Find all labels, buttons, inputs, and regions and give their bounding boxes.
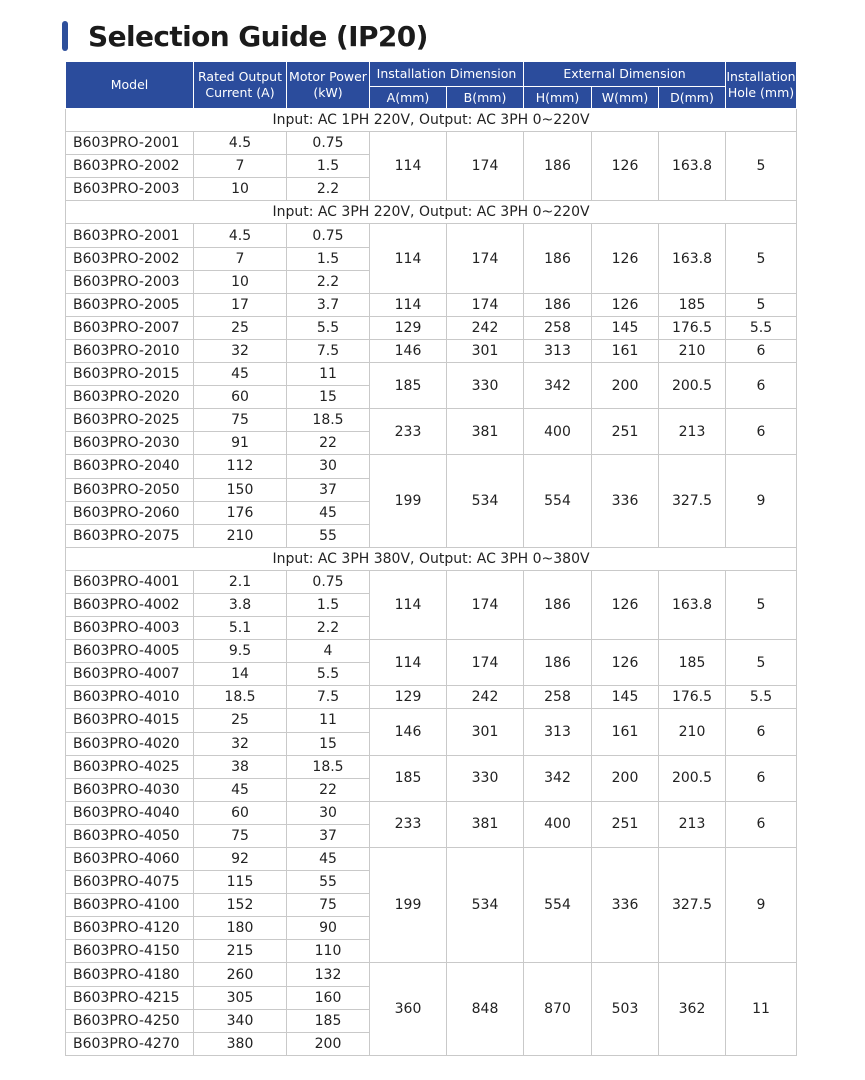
table-row	[66, 570, 797, 593]
dim-d-cell: 163.8	[659, 570, 726, 639]
dim-b-cell: 381	[447, 409, 524, 455]
header-rated-current	[194, 62, 287, 109]
section-label: Input: AC 3PH 380V, Output: AC 3PH 0~380V	[66, 547, 797, 570]
model-cell: B603PRO-4250	[66, 1009, 194, 1032]
dim-a-cell: 233	[370, 409, 447, 455]
dim-d-cell: 163.8	[659, 132, 726, 201]
motor-power-cell: 0.75	[287, 224, 370, 247]
dim-w-cell: 200	[592, 755, 659, 801]
rated-current-cell: 305	[194, 986, 287, 1009]
dim-a-cell: 199	[370, 455, 447, 547]
dim-b-cell: 534	[447, 455, 524, 547]
dim-a-cell: 146	[370, 709, 447, 755]
model-cell: B603PRO-4030	[66, 778, 194, 801]
model-cell: B603PRO-2002	[66, 155, 194, 178]
dim-d-cell: 176.5	[659, 316, 726, 339]
model-cell: B603PRO-4180	[66, 963, 194, 986]
model-cell: B603PRO-4040	[66, 801, 194, 824]
motor-power-cell: 4	[287, 640, 370, 663]
header-b-mm: B(mm)	[447, 87, 524, 109]
model-cell: B603PRO-4005	[66, 640, 194, 663]
motor-power-cell: 37	[287, 824, 370, 847]
install-hole-cell: 9	[726, 455, 797, 547]
model-cell: B603PRO-2050	[66, 478, 194, 501]
dim-b-cell: 242	[447, 316, 524, 339]
dim-h-cell: 870	[524, 963, 592, 1055]
section-row	[66, 201, 797, 224]
motor-power-cell: 22	[287, 432, 370, 455]
rated-current-cell: 25	[194, 316, 287, 339]
rated-current-cell: 115	[194, 871, 287, 894]
header-install-hole	[726, 62, 797, 109]
rated-current-cell: 4.5	[194, 132, 287, 155]
rated-current-cell: 25	[194, 709, 287, 732]
rated-current-cell: 7	[194, 247, 287, 270]
dim-d-cell: 185	[659, 293, 726, 316]
install-hole-cell: 6	[726, 755, 797, 801]
install-hole-cell: 6	[726, 801, 797, 847]
table-row	[66, 363, 797, 386]
dim-h-cell: 342	[524, 363, 592, 409]
dim-w-cell: 251	[592, 409, 659, 455]
model-cell: B603PRO-4025	[66, 755, 194, 778]
model-cell: B603PRO-4075	[66, 871, 194, 894]
header-install-hole-line2: Hole (mm)	[727, 85, 795, 100]
dim-a-cell: 129	[370, 686, 447, 709]
rated-current-cell: 210	[194, 524, 287, 547]
motor-power-cell: 75	[287, 894, 370, 917]
dim-w-cell: 145	[592, 686, 659, 709]
table-row	[66, 709, 797, 732]
title-block	[62, 18, 428, 54]
header-d-mm: D(mm)	[659, 87, 726, 109]
rated-current-cell: 92	[194, 848, 287, 871]
dim-h-cell: 313	[524, 709, 592, 755]
rated-current-cell: 60	[194, 801, 287, 824]
rated-current-cell: 180	[194, 917, 287, 940]
rated-current-cell: 5.1	[194, 617, 287, 640]
model-cell: B603PRO-2060	[66, 501, 194, 524]
model-cell: B603PRO-2001	[66, 132, 194, 155]
model-cell: B603PRO-2025	[66, 409, 194, 432]
dim-a-cell: 185	[370, 363, 447, 409]
model-cell: B603PRO-2003	[66, 178, 194, 201]
model-cell: B603PRO-2005	[66, 293, 194, 316]
table-row	[66, 686, 797, 709]
rated-current-cell: 60	[194, 386, 287, 409]
model-cell: B603PRO-4120	[66, 917, 194, 940]
rated-current-cell: 380	[194, 1032, 287, 1055]
dim-b-cell: 174	[447, 570, 524, 639]
model-cell: B603PRO-4150	[66, 940, 194, 963]
dim-w-cell: 161	[592, 339, 659, 362]
dim-h-cell: 186	[524, 570, 592, 639]
install-hole-cell: 5	[726, 640, 797, 686]
dim-b-cell: 301	[447, 709, 524, 755]
dim-a-cell: 146	[370, 339, 447, 362]
dim-d-cell: 213	[659, 409, 726, 455]
motor-power-cell: 0.75	[287, 132, 370, 155]
dim-d-cell: 327.5	[659, 455, 726, 547]
dim-h-cell: 313	[524, 339, 592, 362]
header-rated-current-line1: Rated Output	[198, 69, 282, 84]
model-cell: B603PRO-4020	[66, 732, 194, 755]
section-label: Input: AC 3PH 220V, Output: AC 3PH 0~220V	[66, 201, 797, 224]
header-h-mm: H(mm)	[524, 87, 592, 109]
dim-h-cell: 258	[524, 316, 592, 339]
rated-current-cell: 45	[194, 778, 287, 801]
rated-current-cell: 112	[194, 455, 287, 478]
table-row	[66, 755, 797, 778]
motor-power-cell: 5.5	[287, 663, 370, 686]
motor-power-cell: 1.5	[287, 593, 370, 616]
table-row	[66, 132, 797, 155]
table-row	[66, 339, 797, 362]
dim-d-cell: 210	[659, 339, 726, 362]
motor-power-cell: 30	[287, 801, 370, 824]
dim-a-cell: 233	[370, 801, 447, 847]
header-rated-current-line2: Current (A)	[205, 85, 275, 100]
rated-current-cell: 150	[194, 478, 287, 501]
model-cell: B603PRO-4003	[66, 617, 194, 640]
motor-power-cell: 18.5	[287, 409, 370, 432]
rated-current-cell: 45	[194, 363, 287, 386]
motor-power-cell: 2.2	[287, 178, 370, 201]
rated-current-cell: 260	[194, 963, 287, 986]
dim-h-cell: 258	[524, 686, 592, 709]
motor-power-cell: 1.5	[287, 155, 370, 178]
dim-d-cell: 176.5	[659, 686, 726, 709]
dim-a-cell: 185	[370, 755, 447, 801]
dim-d-cell: 327.5	[659, 848, 726, 963]
dim-h-cell: 186	[524, 224, 592, 293]
motor-power-cell: 15	[287, 732, 370, 755]
install-hole-cell: 5	[726, 570, 797, 639]
rated-current-cell: 75	[194, 409, 287, 432]
dim-b-cell: 848	[447, 963, 524, 1055]
table-body	[66, 109, 797, 1056]
dim-a-cell: 199	[370, 848, 447, 963]
dim-w-cell: 126	[592, 570, 659, 639]
dim-w-cell: 200	[592, 363, 659, 409]
motor-power-cell: 30	[287, 455, 370, 478]
header-external-dimension: External Dimension	[524, 62, 726, 87]
rated-current-cell: 152	[194, 894, 287, 917]
dim-w-cell: 161	[592, 709, 659, 755]
rated-current-cell: 7	[194, 155, 287, 178]
dim-b-cell: 242	[447, 686, 524, 709]
dim-d-cell: 210	[659, 709, 726, 755]
header-installation-dimension: Installation Dimension	[370, 62, 524, 87]
install-hole-cell: 5.5	[726, 686, 797, 709]
motor-power-cell: 37	[287, 478, 370, 501]
motor-power-cell: 3.7	[287, 293, 370, 316]
table-row	[66, 848, 797, 871]
table-row	[66, 224, 797, 247]
header-model: Model	[66, 62, 194, 109]
model-cell: B603PRO-4215	[66, 986, 194, 1009]
install-hole-cell: 5	[726, 293, 797, 316]
dim-w-cell: 251	[592, 801, 659, 847]
dim-b-cell: 174	[447, 132, 524, 201]
dim-a-cell: 114	[370, 293, 447, 316]
model-cell: B603PRO-2003	[66, 270, 194, 293]
header-w-mm: W(mm)	[592, 87, 659, 109]
dim-b-cell: 174	[447, 224, 524, 293]
dim-h-cell: 400	[524, 801, 592, 847]
dim-w-cell: 336	[592, 455, 659, 547]
page-title: Selection Guide (IP20)	[88, 19, 428, 53]
model-cell: B603PRO-2007	[66, 316, 194, 339]
rated-current-cell: 4.5	[194, 224, 287, 247]
dim-b-cell: 174	[447, 640, 524, 686]
dim-d-cell: 200.5	[659, 755, 726, 801]
dim-b-cell: 330	[447, 363, 524, 409]
header-motor-power-line2: (kW)	[313, 85, 343, 100]
rated-current-cell: 32	[194, 732, 287, 755]
install-hole-cell: 5	[726, 224, 797, 293]
dim-b-cell: 381	[447, 801, 524, 847]
install-hole-cell: 6	[726, 339, 797, 362]
motor-power-cell: 1.5	[287, 247, 370, 270]
model-cell: B603PRO-2001	[66, 224, 194, 247]
dim-d-cell: 163.8	[659, 224, 726, 293]
section-label: Input: AC 1PH 220V, Output: AC 3PH 0~220V	[66, 109, 797, 132]
motor-power-cell: 7.5	[287, 686, 370, 709]
selection-guide-table	[65, 61, 797, 1056]
motor-power-cell: 0.75	[287, 570, 370, 593]
motor-power-cell: 45	[287, 848, 370, 871]
dim-d-cell: 213	[659, 801, 726, 847]
install-hole-cell: 5	[726, 132, 797, 201]
rated-current-cell: 17	[194, 293, 287, 316]
rated-current-cell: 14	[194, 663, 287, 686]
dim-h-cell: 186	[524, 293, 592, 316]
motor-power-cell: 185	[287, 1009, 370, 1032]
motor-power-cell: 2.2	[287, 617, 370, 640]
model-cell: B603PRO-2002	[66, 247, 194, 270]
motor-power-cell: 15	[287, 386, 370, 409]
model-cell: B603PRO-2020	[66, 386, 194, 409]
dim-b-cell: 301	[447, 339, 524, 362]
dim-b-cell: 534	[447, 848, 524, 963]
rated-current-cell: 10	[194, 270, 287, 293]
dim-d-cell: 362	[659, 963, 726, 1055]
dim-a-cell: 114	[370, 132, 447, 201]
dim-h-cell: 186	[524, 640, 592, 686]
model-cell: B603PRO-4050	[66, 824, 194, 847]
rated-current-cell: 91	[194, 432, 287, 455]
dim-w-cell: 126	[592, 293, 659, 316]
dim-h-cell: 186	[524, 132, 592, 201]
rated-current-cell: 32	[194, 339, 287, 362]
dim-b-cell: 174	[447, 293, 524, 316]
motor-power-cell: 110	[287, 940, 370, 963]
motor-power-cell: 55	[287, 524, 370, 547]
motor-power-cell: 160	[287, 986, 370, 1009]
model-cell: B603PRO-2010	[66, 339, 194, 362]
table-row	[66, 409, 797, 432]
dim-w-cell: 126	[592, 132, 659, 201]
motor-power-cell: 5.5	[287, 316, 370, 339]
dim-h-cell: 554	[524, 848, 592, 963]
rated-current-cell: 75	[194, 824, 287, 847]
table-row	[66, 963, 797, 986]
model-cell: B603PRO-2040	[66, 455, 194, 478]
dim-w-cell: 126	[592, 640, 659, 686]
table-row	[66, 455, 797, 478]
install-hole-cell: 5.5	[726, 316, 797, 339]
dim-a-cell: 114	[370, 570, 447, 639]
rated-current-cell: 176	[194, 501, 287, 524]
dim-b-cell: 330	[447, 755, 524, 801]
model-cell: B603PRO-4010	[66, 686, 194, 709]
motor-power-cell: 55	[287, 871, 370, 894]
model-cell: B603PRO-2030	[66, 432, 194, 455]
table-row	[66, 801, 797, 824]
model-cell: B603PRO-4001	[66, 570, 194, 593]
dim-h-cell: 400	[524, 409, 592, 455]
dim-a-cell: 114	[370, 224, 447, 293]
model-cell: B603PRO-4015	[66, 709, 194, 732]
rated-current-cell: 215	[194, 940, 287, 963]
title-accent-bar	[62, 21, 68, 51]
install-hole-cell: 6	[726, 409, 797, 455]
install-hole-cell: 11	[726, 963, 797, 1055]
install-hole-cell: 6	[726, 709, 797, 755]
install-hole-cell: 6	[726, 363, 797, 409]
dim-h-cell: 554	[524, 455, 592, 547]
rated-current-cell: 340	[194, 1009, 287, 1032]
motor-power-cell: 11	[287, 363, 370, 386]
rated-current-cell: 9.5	[194, 640, 287, 663]
model-cell: B603PRO-4270	[66, 1032, 194, 1055]
dim-w-cell: 503	[592, 963, 659, 1055]
motor-power-cell: 7.5	[287, 339, 370, 362]
motor-power-cell: 18.5	[287, 755, 370, 778]
table-row	[66, 640, 797, 663]
model-cell: B603PRO-2015	[66, 363, 194, 386]
header-motor-power	[287, 62, 370, 109]
model-cell: B603PRO-4002	[66, 593, 194, 616]
motor-power-cell: 22	[287, 778, 370, 801]
motor-power-cell: 90	[287, 917, 370, 940]
model-cell: B603PRO-2075	[66, 524, 194, 547]
header-install-hole-line1: Installation	[726, 69, 796, 84]
motor-power-cell: 2.2	[287, 270, 370, 293]
motor-power-cell: 45	[287, 501, 370, 524]
model-cell: B603PRO-4060	[66, 848, 194, 871]
dim-w-cell: 145	[592, 316, 659, 339]
motor-power-cell: 132	[287, 963, 370, 986]
dim-a-cell: 114	[370, 640, 447, 686]
install-hole-cell: 9	[726, 848, 797, 963]
motor-power-cell: 11	[287, 709, 370, 732]
rated-current-cell: 3.8	[194, 593, 287, 616]
header-a-mm: A(mm)	[370, 87, 447, 109]
dim-d-cell: 185	[659, 640, 726, 686]
rated-current-cell: 18.5	[194, 686, 287, 709]
table-row	[66, 293, 797, 316]
dim-a-cell: 360	[370, 963, 447, 1055]
dim-d-cell: 200.5	[659, 363, 726, 409]
rated-current-cell: 2.1	[194, 570, 287, 593]
section-row	[66, 547, 797, 570]
header-motor-power-line1: Motor Power	[289, 69, 367, 84]
rated-current-cell: 38	[194, 755, 287, 778]
dim-h-cell: 342	[524, 755, 592, 801]
model-cell: B603PRO-4007	[66, 663, 194, 686]
section-row	[66, 109, 797, 132]
dim-w-cell: 336	[592, 848, 659, 963]
table-header	[66, 62, 797, 109]
table-row	[66, 316, 797, 339]
motor-power-cell: 200	[287, 1032, 370, 1055]
rated-current-cell: 10	[194, 178, 287, 201]
model-cell: B603PRO-4100	[66, 894, 194, 917]
dim-w-cell: 126	[592, 224, 659, 293]
dim-a-cell: 129	[370, 316, 447, 339]
